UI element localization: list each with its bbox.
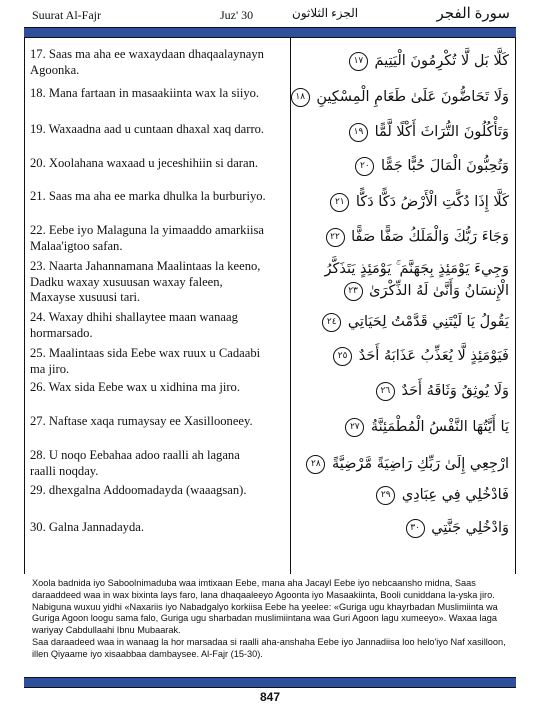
verse-number-badge: ٣٠	[406, 519, 425, 538]
footnote-paragraph: Nabiguna wuxuu yidhi «Naxariis iyo Nabadgalyo korkiisa Eebe ha yeelee: «Guriga ugu khayrbadan Muslimiinta wa Guriga Agoon loogu sama falo, Guriga ugu sharbadan muslimiintana waa Guri Agoon lagu xumeeyo». Waxaa laga wariyay Cabdullaahi Ibnu Mubaarak.	[32, 601, 498, 636]
page-header	[24, 4, 516, 26]
verse-arabic-17: كَلَّا بَل لَّا تُكْرِمُونَ الْيَتِيمَ ١٧	[277, 50, 509, 72]
verse-text-28: 28. U noqo Eebahaa adoo raalli ah lagana raalli noqday.	[30, 448, 240, 478]
verse-text-21: 21. Saas ma aha ee marka dhulka la burburiyo.	[30, 189, 266, 203]
footer-bar	[24, 677, 516, 688]
footnote-paragraph: Xoola badnida iyo Saboolnimaduba waa imtixaan Eebe, mana aha Jacayl Eebe iyo nebcaansho midna, Saas daraaddeed waa in wax bixinta lays faro, lana dhaqaaleeyo Agoonta iyo Masaakiinta, Booli cuniddana la-yska jiro.	[32, 578, 495, 600]
verse-arabic-21: كَلَّا إِذَا دُكَّتِ الْأَرْضُ دَكًّا دَكًّا ٢١	[277, 191, 509, 213]
verse-text-19: 19. Waxaadna aad u cuntaan dhaxal xaq darro.	[30, 122, 265, 136]
verse-text-17: 17. Saas ma aha ee waxaydaan dhaqaalaynayn Agoonka.	[30, 47, 264, 77]
sura-name-arabic: سورة الفجر	[436, 6, 510, 22]
verse-number-badge: ٢٥	[333, 347, 352, 366]
verse-arabic-27: يَا أَيَّتُهَا النَّفْسُ الْمُطْمَئِنَّةُ ٢٧	[277, 416, 509, 438]
juz-label-arabic: الجزء الثلاثون	[292, 6, 359, 20]
verse-text-30: 30. Galna Jannadayda.	[30, 520, 145, 534]
verse-text-26: 26. Wax sida Eebe wax u xidhina ma jiro.	[30, 380, 240, 394]
verse-number-badge: ١٨	[291, 88, 310, 107]
verse-arabic-28: ارْجِعِي إِلَىٰ رَبِّكِ رَاضِيَةً مَّرْضِيَّةً ٢٨	[277, 453, 509, 475]
verse-number-badge: ٢٨	[306, 455, 325, 474]
verse-text-22: 22. Eebe iyo Malaguna la yimaaddo amarkiisa Malaa'igtoo safan.	[30, 223, 264, 253]
verse-text-29: 29. dhexgalna Addoomadayda (waaagsan).	[30, 483, 247, 497]
juz-label: Juz' 30	[220, 8, 254, 22]
verse-number-badge: ٢٤	[322, 313, 341, 332]
verse-number-badge: ٢٩	[376, 486, 395, 505]
verse-number-badge: ٢٢	[326, 228, 345, 247]
verse-number-badge: ١٧	[349, 52, 368, 71]
verse-number-badge: ٢٧	[345, 418, 364, 437]
verse-arabic-19: وَتَأْكُلُونَ التُّرَاثَ أَكْلًا لَّمًّا ١٩	[277, 121, 509, 143]
verse-arabic-24: يَقُولُ يَا لَيْتَنِي قَدَّمْتُ لِحَيَاتِي ٢٤	[277, 311, 509, 333]
verse-number-badge: ٢١	[330, 193, 349, 212]
verse-arabic-22: وَجَاءَ رَبُّكَ وَالْمَلَكُ صَفًّا صَفًّا ٢٢	[277, 226, 509, 248]
verse-number-badge: ٢٠	[355, 157, 374, 176]
sura-name-latin: Suurat Al-Fajr	[32, 8, 101, 22]
verse-arabic-18: وَلَا تَحَاضُّونَ عَلَىٰ طَعَامِ الْمِسْكِينِ ١٨	[277, 86, 509, 108]
verse-arabic-29: فَادْخُلِي فِي عِبَادِي ٢٩	[277, 484, 509, 506]
page-number: 847	[259, 690, 281, 704]
verse-number-badge: ٢٦	[376, 382, 395, 401]
verse-number-badge: ٢٣	[344, 282, 363, 301]
verse-arabic-20: وَتُحِبُّونَ الْمَالَ حُبًّا جَمًّا ٢٠	[277, 155, 509, 177]
verse-arabic-26: وَلَا يُوثِقُ وَثَاقَهُ أَحَدٌ ٢٦	[277, 380, 509, 402]
verse-text-20: 20. Xoolahana waxaad u jeceshihiin si daran.	[30, 156, 259, 170]
verse-number-badge: ١٩	[349, 123, 368, 142]
verse-arabic-23: وَجِيءَ يَوْمَئِذٍ بِجَهَنَّمَ ۚ يَوْمَئِذٍ يَتَذَكَّرُ الْإِنسَانُ وَأَنَّىٰ لَهُ الذِّكْرَىٰ ٢٣	[324, 261, 509, 299]
verse-arabic-25: فَيَوْمَئِذٍ لَّا يُعَذِّبُ عَذَابَهُ أَحَدٌ ٢٥	[277, 345, 509, 367]
verse-text-27: 27. Naftase xaqa rumaysay ee Xasillooneey.	[30, 414, 253, 428]
verse-text-24: 24. Waxay dhihi shallaytee maan wanaag hormarsado.	[30, 310, 238, 340]
footnote-paragraph: Saa daraadeed waa in wanaag la hor marsadaa si raalli aha-anshaha Eebe iyo Jannadiisa loo helo'iyo Naf xasilloon, illen Qiyaame iyo xisaabbaa dambaysee. Al-Fajr (15-30).	[32, 636, 506, 659]
verse-text-18: 18. Mana fartaan in masaakiinta wax la siiyo.	[30, 86, 260, 100]
verse-text-25: 25. Maalintaas sida Eebe wax ruux u Cadaabi ma jiro.	[30, 346, 261, 376]
verse-arabic-30: وَادْخُلِي جَنَّتِي ٣٠	[277, 517, 509, 539]
verse-text-23: 23. Naarta Jahannamana Maalintaas la keeno, Dadku waxay xusuusan waxay faleen, Maxayse xusuusi tari.	[30, 259, 261, 304]
commentary-footnote	[32, 578, 510, 661]
